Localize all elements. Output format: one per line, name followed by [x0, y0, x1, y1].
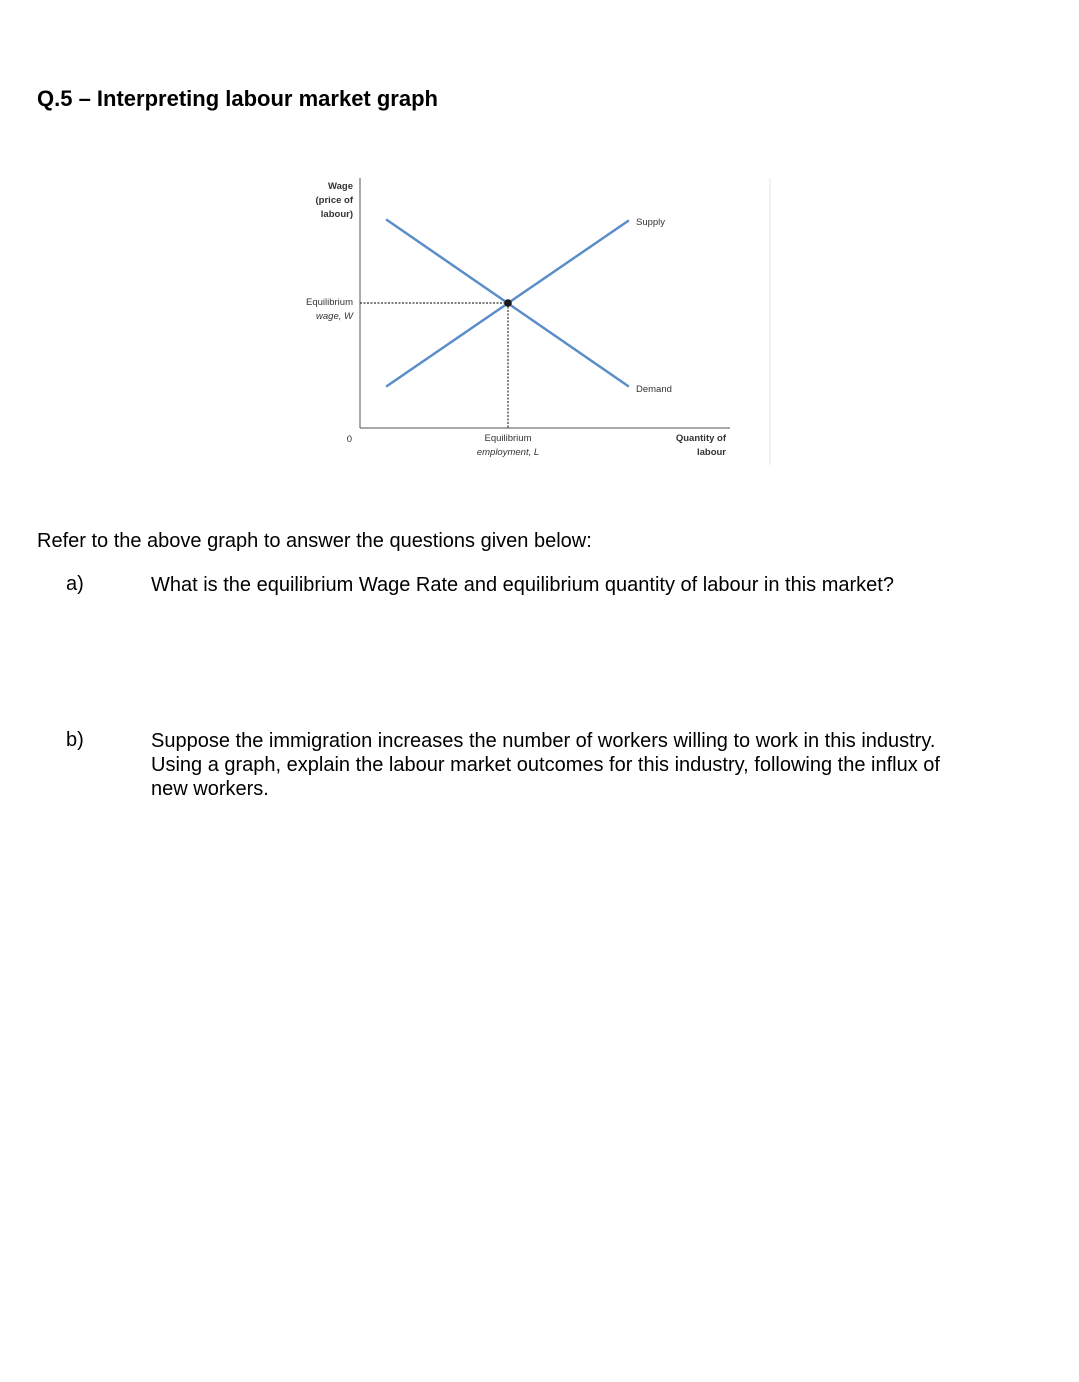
instructions-text: Refer to the above graph to answer the questions given below:	[37, 530, 592, 552]
x-axis-label-line1: Quantity of	[675, 433, 726, 444]
origin-label: 0	[346, 434, 352, 445]
equilibrium-wage-label-line1: Equilibrium	[306, 297, 353, 308]
equilibrium-point	[504, 299, 512, 307]
equilibrium-wage-label-line2: wage, W	[316, 311, 353, 322]
supply-label: Supply	[636, 217, 666, 228]
labour-market-graph	[290, 170, 780, 470]
x-axis-label-line2: labour	[696, 447, 726, 458]
y-axis-label-line1: Wage	[328, 181, 353, 192]
equilibrium-employment-label-line1: Equilibrium	[484, 433, 532, 444]
question-a-label: a)	[66, 573, 84, 595]
y-axis-label-line2: (price of	[315, 195, 353, 206]
y-axis-label-line3: labour)	[320, 209, 353, 220]
question-b-line: Using a graph, explain the labour market outcomes for this industry, following the influx of	[151, 754, 940, 776]
question-b-line: new workers.	[151, 778, 269, 800]
equilibrium-employment-label-line2: employment, L	[476, 447, 540, 458]
question-b-label: b)	[66, 729, 84, 751]
graph-svg	[290, 170, 780, 470]
question-title: Q.5 – Interpreting labour market graph	[37, 86, 438, 111]
question-b-text	[151, 729, 1011, 801]
demand-label: Demand	[636, 384, 672, 395]
question-a-text: What is the equilibrium Wage Rate and equilibrium quantity of labour in this market?	[151, 574, 894, 596]
question-b-line: Suppose the immigration increases the number of workers willing to work in this industry.	[151, 730, 936, 752]
